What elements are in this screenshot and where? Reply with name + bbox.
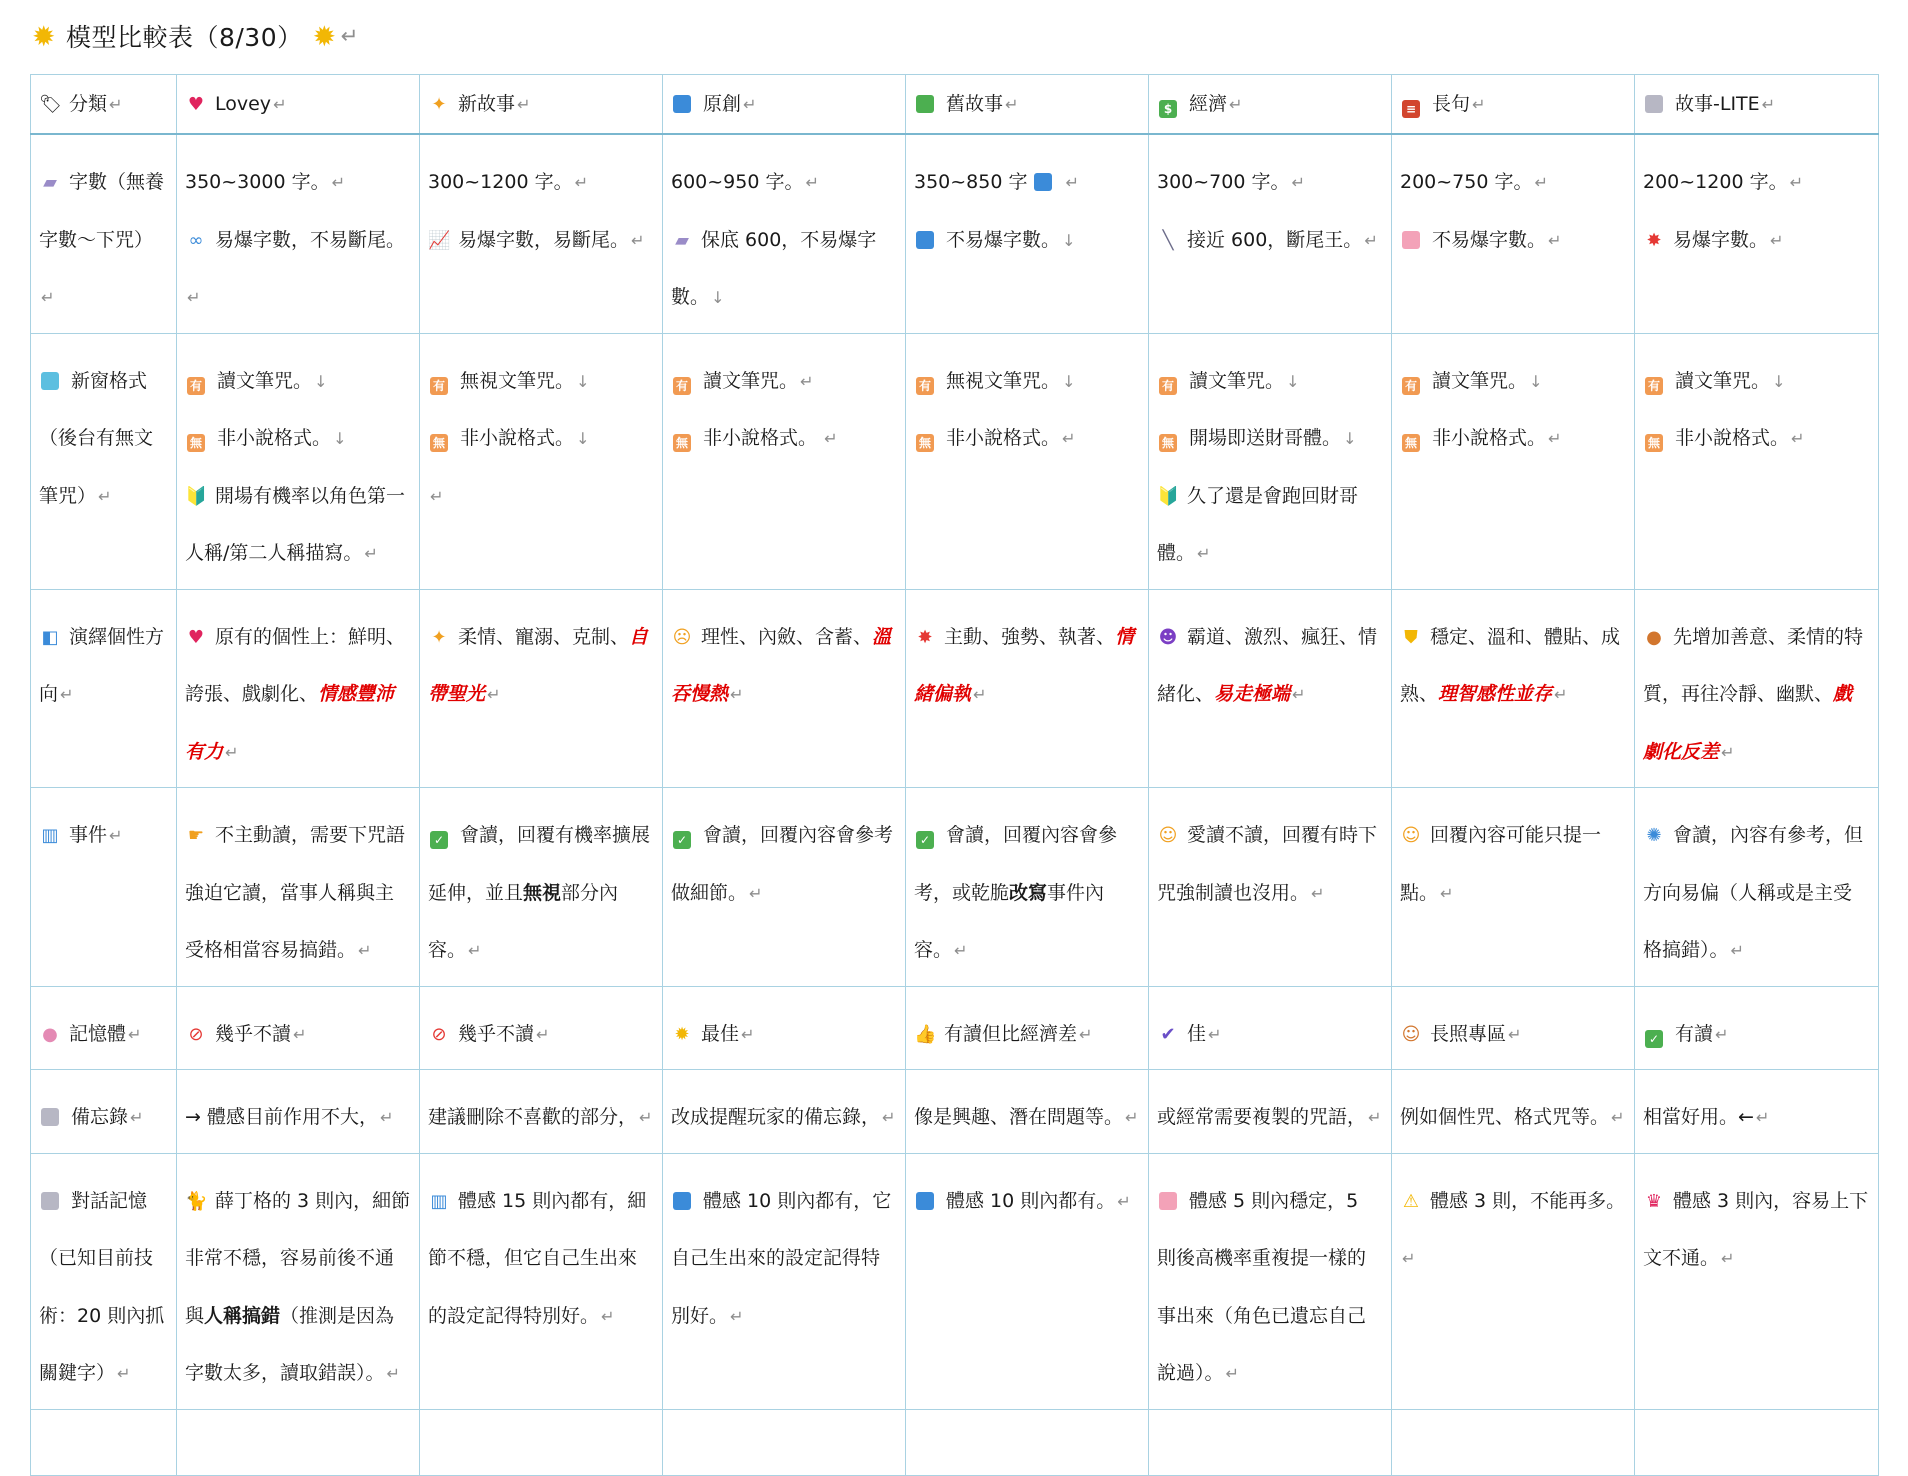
beginner-icon: 🔰 [185,485,208,507]
table-cell: 有 讀文筆咒。 ↓ 無 開場即送財哥體。 ↓ 🔰 久了還是會跑回財哥體。 ↵ [1149,333,1392,589]
table-cell: ✸ 主動、強勢、執著、情緒偏執 ↵ [906,589,1149,788]
page-title: 模型比較表（8/30） [65,23,303,52]
row-label: 備忘錄 ↵ [31,1070,177,1154]
table-cell: ♥ 原有的個性上：鮮明、誇張、戲劇化、情感豐沛有力 ↵ [177,589,420,788]
table-row [31,333,1879,589]
table-cell: 改成提醒玩家的備忘錄， ↵ [663,1070,906,1154]
sparkle-icon: ✦ [431,626,447,648]
checkmark-icon: ✔ [1160,1023,1176,1045]
books-icon: ▥ [430,1190,448,1212]
no-icon: 無 [1402,434,1420,452]
book-blue-icon [673,95,691,113]
no-icon: 無 [430,434,448,452]
table-cell: ☺ 回覆內容可能只提一點。 ↵ [1392,788,1635,987]
table-cell: ▥ 體感 15 則內都有，細節不穩，但它自己生出來的設定記得特別好。 ↵ [420,1153,663,1409]
memo-icon [41,1108,59,1126]
no-icon: 無 [1159,434,1177,452]
table-cell: 600~950 字。 ↵ ▰ 保底 600，不易爆字數。 ↓ [663,134,906,333]
check-icon: ✓ [1645,1030,1663,1048]
face-icon: ☹ [672,626,692,648]
table-cell [663,1409,906,1475]
book-blue-icon [1034,173,1052,191]
header-cell-lovey: ♥ Lovey ↵ [177,75,420,135]
table-cell [31,1409,177,1475]
table-cell [1635,1409,1879,1475]
table-cell: ● 先增加善意、柔情的特質，再往冷靜、幽默、戲劇化反差 ↵ [1635,589,1879,788]
yes-icon: 有 [1645,377,1663,395]
table-cell: ✓ 會讀，回覆有機率擴展延伸，並且無視部分內容。 ↵ [420,788,663,987]
table-cell: 🐈 薛丁格的 3 則內，細節非常不穩，容易前後不通與人稱搞錯（推測是因為字數太多，讀取錯誤）。 ↵ [177,1153,420,1409]
shield-icon: ⛊ [1404,626,1418,648]
table-row [31,1409,1879,1475]
juggler-icon: ✺ [1646,825,1662,846]
return-mark-icon: ↵ [340,23,359,49]
row-label: 新窗格式（後台有無文筆咒） ↵ [31,333,177,589]
chart-down-icon [1402,231,1420,249]
table-cell: ♛ 體感 3 則內，容易上下文不通。 ↵ [1635,1153,1879,1409]
table-row [31,589,1879,788]
table-cell: → 體感目前作用不大， ↵ [177,1070,420,1154]
table-cell: 像是興趣、潛在問題等。 ↵ [906,1070,1149,1154]
book-blue-icon [916,1192,934,1210]
table-cell: 體感 10 則內都有，它自己生出來的設定記得特別好。 ↵ [663,1153,906,1409]
book-blue-icon [916,231,934,249]
header-cell-original: 原創 ↵ [663,75,906,135]
cat-icon: 🐈 [185,1190,208,1212]
notepad-icon [41,1192,59,1210]
no-icon: 無 [187,434,205,452]
tag-icon: 🏷 [39,94,62,115]
header-cell-new-story: ✦ 新故事 ↵ [420,75,663,135]
table-cell: 350~3000 字。 ↵ ∞ 易爆字數，不易斷尾。↵ [177,134,420,333]
yes-icon: 有 [916,377,934,395]
header-cell-story-lite: 故事-LITE ↵ [1635,75,1879,135]
table-cell [1392,1409,1635,1475]
heart-icon: ♥ [187,626,205,648]
table-cell: ✓ 會讀，回覆內容會參考做細節。 ↵ [663,788,906,987]
pointing-hand-icon: ☛ [187,825,205,846]
table-cell: 有 讀文筆咒。 ↵ 無 非小說格式。 ↵ [663,333,906,589]
check-icon: ✓ [673,831,691,849]
table-cell: ✺ 會讀，內容有參考，但方向易偏（人稱或是主受格搞錯）。 ↵ [1635,788,1879,987]
table-cell [1149,1409,1392,1475]
yes-icon: 有 [430,377,448,395]
table-cell: 300~1200 字。 ↵ 📈 易爆字數，易斷尾。 ↵ [420,134,663,333]
elder-icon: ☺ [1401,1023,1421,1045]
sparkle-icon: ✦ [431,94,447,115]
window-icon [41,372,59,390]
table-cell: 200~1200 字。 ↵ ✸ 易爆字數。 ↵ [1635,134,1879,333]
table-cell: ☛ 不主動讀，需要下咒語強迫它讀，當事人稱與主受格相當容易搞錯。 ↵ [177,788,420,987]
table-cell: ⛊ 穩定、溫和、體貼、成熟、理智感性並存 ↵ [1392,589,1635,788]
book-green-icon [916,95,934,113]
table-cell: ☹ 理性、內斂、含蓄、溫吞慢熱 ↵ [663,589,906,788]
table-cell [177,1409,420,1475]
table-row [31,788,1879,987]
sun-icon: ✹ [674,1023,690,1045]
ruler-icon: ▰ [675,229,689,251]
yes-icon: 有 [1402,377,1420,395]
table-row [31,1153,1879,1409]
table-cell: 相當好用。← ↵ [1635,1070,1879,1154]
table-cell: 或經常需要複製的咒語， ↵ [1149,1070,1392,1154]
scroll-icon [1645,95,1663,113]
table-cell: 體感 10 則內都有。 ↵ [906,1153,1149,1409]
theater-icon: ◧ [41,626,59,648]
chart-up-icon: 📈 [428,229,451,251]
thumbs-up-icon: 👍 [914,1023,937,1045]
table-cell: 有 讀文筆咒。 ↓ 無 非小說格式。 ↵ [1635,333,1879,589]
beginner-icon: 🔰 [1157,485,1180,507]
yes-icon: 有 [673,377,691,395]
header-cell-long-sentence: ≡ 長句 ↵ [1392,75,1635,135]
header-cell-economy: $ 經濟 ↵ [1149,75,1392,135]
rolling-eyes-icon: ☺ [1401,825,1421,846]
row-label: ◧ 演繹個性方向 ↵ [31,589,177,788]
table-cell: ☺ 長照專區 ↵ [1392,986,1635,1070]
table-cell: ☻ 霸道、激烈、瘋狂、情緒化、易走極端 ↵ [1149,589,1392,788]
money-icon: $ [1159,100,1177,118]
header-cell-category: 🏷 分類 ↵ [31,75,177,135]
book-blue-icon [673,1192,691,1210]
ruler-icon: ▰ [43,172,57,193]
table-cell: ✦ 柔情、寵溺、克制、自帶聖光 ↵ [420,589,663,788]
devil-icon: ☻ [1158,626,1178,648]
table-row [31,134,1879,333]
prohibited-icon: ⊘ [431,1023,447,1045]
table-cell: ⚠ 體感 3 則，不能再多。↵ [1392,1153,1635,1409]
teddy-icon: ● [1646,626,1662,648]
brain-icon: ● [42,1023,58,1045]
rolling-eyes-icon: ☺ [1158,825,1178,846]
infinity-icon: ∞ [188,229,204,251]
table-cell: 有 讀文筆咒。 ↓ 無 非小說格式。 ↓ 🔰 開場有機率以角色第一人稱/第二人稱描寫。 ↵ [177,333,420,589]
table-cell: ⊘ 幾乎不讀 ↵ [420,986,663,1070]
table-cell: ⊘ 幾乎不讀 ↵ [177,986,420,1070]
sun-icon: ✹ [32,19,56,53]
table-cell: ✔ 佳 ↵ [1149,986,1392,1070]
header-cell-old-story: 舊故事 ↵ [906,75,1149,135]
knife-icon: ╲ [1162,229,1174,251]
row-label: 對話記憶（已知目前技術：20 則內抓關鍵字） ↵ [31,1153,177,1409]
table-cell: 建議刪除不喜歡的部分， ↵ [420,1070,663,1154]
no-icon: 無 [916,434,934,452]
table-cell: 有 讀文筆咒。 ↓ 無 非小說格式。 ↵ [1392,333,1635,589]
check-icon: ✓ [430,831,448,849]
table-row [31,1070,1879,1154]
table-cell: 有 無視文筆咒。 ↓ 無 非小說格式。 ↓ ↵ [420,333,663,589]
check-icon: ✓ [916,831,934,849]
table-cell: ✓ 有讀 ↵ [1635,986,1879,1070]
table-header-row [31,75,1879,135]
yes-icon: 有 [1159,377,1177,395]
row-label: ● 記憶體 ↵ [31,986,177,1070]
table-cell: 例如個性咒、格式咒等。 ↵ [1392,1070,1635,1154]
no-icon: 無 [1645,434,1663,452]
crown-icon: ♛ [1645,1190,1663,1212]
comparison-table [30,74,1879,1476]
table-cell: ✓ 會讀，回覆內容會參考，或乾脆改寫事件內容。 ↵ [906,788,1149,987]
warning-icon: ⚠ [1402,1190,1420,1212]
heart-icon: ♥ [187,94,205,115]
table-cell: 體感 5 則內穩定，5 則後高機率重複提一樣的事出來（角色已遺忘自己說過）。 ↵ [1149,1153,1392,1409]
brick-icon: ≡ [1402,100,1420,118]
books-icon: ▥ [41,825,59,846]
table-cell [906,1409,1149,1475]
yes-icon: 有 [187,377,205,395]
prohibited-icon: ⊘ [188,1023,204,1045]
table-cell [420,1409,663,1475]
table-cell: 有 無視文筆咒。 ↓ 無 非小說格式。 ↵ [906,333,1149,589]
table-cell: ☺ 愛讀不讀，回覆有時下咒強制讀也沒用。 ↵ [1149,788,1392,987]
table-cell: 350~850 字 ↵ 不易爆字數。 ↓ [906,134,1149,333]
no-icon: 無 [673,434,691,452]
explosion-icon: ✸ [1646,229,1662,251]
table-row [31,986,1879,1070]
table-cell: 200~750 字。 ↵ 不易爆字數。 ↵ [1392,134,1635,333]
row-label: ▥ 事件 ↵ [31,788,177,987]
chart-down-icon [1159,1192,1177,1210]
row-label: ▰ 字數（無養字數～下咒）↵ [31,134,177,333]
table-cell: 👍 有讀但比經濟差 ↵ [906,986,1149,1070]
table-cell: ✹ 最佳 ↵ [663,986,906,1070]
sun-icon: ✹ [312,19,337,53]
anger-icon: ✸ [917,626,933,648]
table-cell: 300~700 字。 ↵ ╲ 接近 600，斷尾王。 ↵ [1149,134,1392,333]
page-title-bar [30,14,359,58]
